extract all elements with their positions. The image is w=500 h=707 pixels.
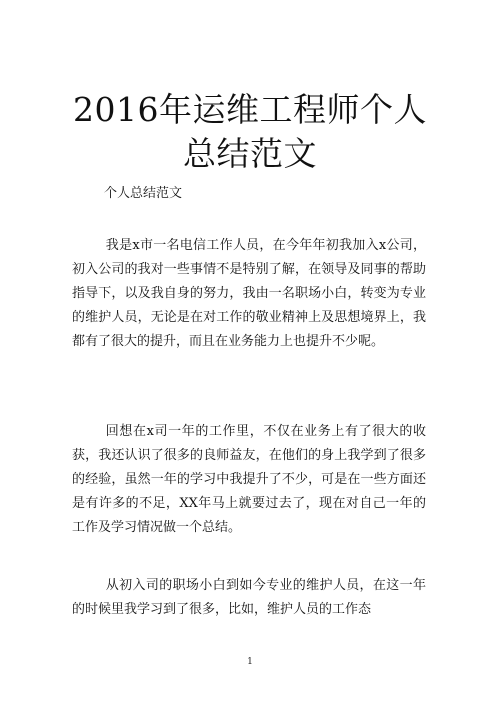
document-subtitle: 个人总结范文 [104, 186, 183, 201]
body-paragraph-2: 回想在x司一年的工作里，不仅在业务上有了很大的收获，我还认识了很多的良师益友，在他们的身上我学到了很多的经验，虽然一年的学习中我提升了不少，可是在一些方面还是有许多的不足，XX年马上就要过去了，现在对自己一年的工作及学习情况做一个总结。 [72, 424, 426, 535]
body-paragraph-3: 从初入司的职场小白到如今专业的维护人员，在这一年的时候里我学习到了很多，比如，维护人员的工作态 [72, 578, 426, 617]
page-number: 1 [247, 657, 253, 667]
body-paragraph-1: 我是x市一名电信工作人员，在今年年初我加入x公司，初入公司的我对一些事情不是特别了解，在领导及同事的帮助指导下，以及我自身的努力，我由一名职场小白，转变为专业的维护人员，无论是在对工作的敬业精神上及思想境界上，我都有了很大的提升，而且在业务能力上也提升不少呢。 [72, 238, 426, 349]
document-title: 2016年运维工程师个人总结范文 [73, 90, 427, 173]
